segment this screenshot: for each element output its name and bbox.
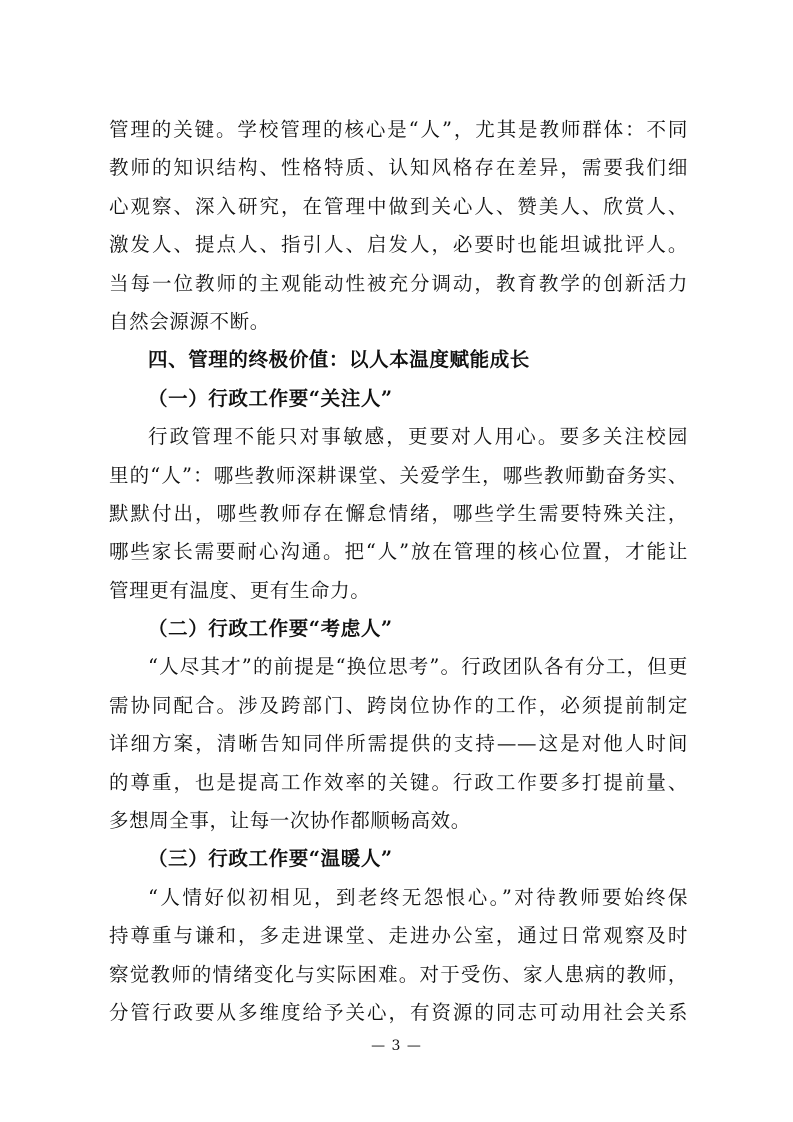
subsection-heading: （三）行政工作要“温暖人” <box>148 847 393 871</box>
text-line: 自然会源源不断。 <box>109 309 270 333</box>
text-line: “人尽其才”的前提是“换位思考”。行政团队各有分工，但更 <box>148 655 688 679</box>
text-line: 分管行政要从多维度给予关心，有资源的同志可动用社会关系 <box>109 1000 688 1024</box>
text-line: “人情好似初相见，到老终无怨恨心。”对待教师要始终保 <box>148 885 688 909</box>
page-number: — 3 — <box>371 1038 422 1054</box>
text-line: 详细方案，清晰告知同伴所需提供的支持——这是对他人时间 <box>109 732 688 756</box>
text-line: 的尊重，也是提高工作效率的关键。行政工作要多打提前量、 <box>109 770 688 794</box>
text-line: 行政管理不能只对事敏感，更要对人用心。要多关注校园 <box>148 425 688 449</box>
subsection-heading: （一）行政工作要“关注人” <box>148 386 393 410</box>
text-line: 心观察、深入研究，在管理中做到关心人、赞美人、欣赏人、 <box>109 194 688 218</box>
section-heading: 四、管理的终极价值：以人本温度赋能成长 <box>148 348 530 372</box>
text-line: 察觉教师的情绪变化与实际困难。对于受伤、家人患病的教师， <box>109 962 688 986</box>
text-line: 当每一位教师的主观能动性被充分调动，教育教学的创新活力 <box>109 271 688 295</box>
text-line: 持尊重与谦和，多走进课堂、走进办公室，通过日常观察及时 <box>109 924 688 948</box>
subsection-heading: （二）行政工作要“考虑人” <box>148 617 393 641</box>
text-line: 哪些家长需要耐心沟通。把“人”放在管理的核心位置，才能让 <box>109 540 688 564</box>
text-line: 激发人、提点人、指引人、启发人，必要时也能坦诚批评人。 <box>109 233 688 257</box>
text-line: 默默付出，哪些教师存在懈怠情绪，哪些学生需要特殊关注， <box>109 501 688 525</box>
document-body <box>109 111 688 1032</box>
text-line: 需协同配合。涉及跨部门、跨岗位协作的工作，必须提前制定 <box>109 693 688 717</box>
text-line: 多想周全事，让每一次协作都顺畅高效。 <box>109 809 471 833</box>
text-line: 管理更有温度、更有生命力。 <box>109 578 371 602</box>
text-line: 管理的关键。学校管理的核心是“人”，尤其是教师群体：不同 <box>109 118 688 141</box>
text-line: 里的“人”：哪些教师深耕课堂、关爱学生，哪些教师勤奋务实、 <box>109 463 688 487</box>
text-line: 教师的知识结构、性格特质、认知风格存在差异，需要我们细 <box>109 156 688 180</box>
